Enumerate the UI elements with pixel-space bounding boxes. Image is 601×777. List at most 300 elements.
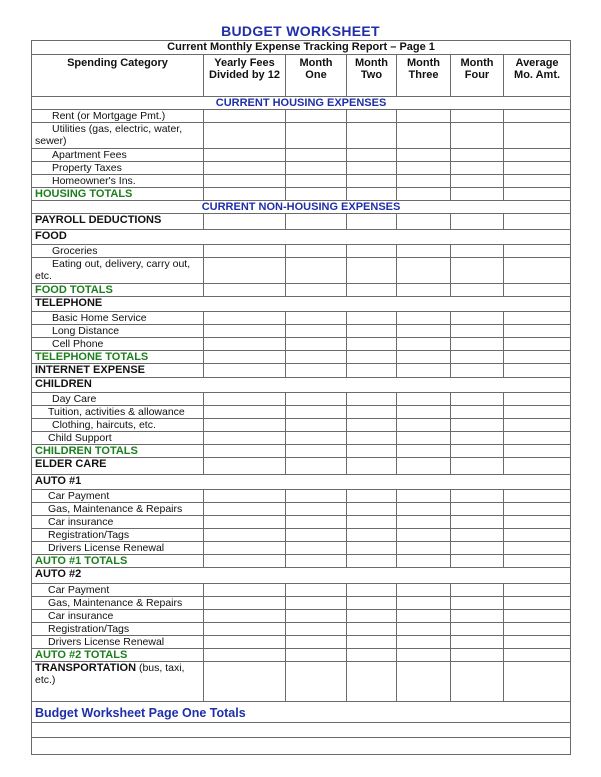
value-cell[interactable] (504, 312, 571, 325)
row-label: TELEPHONE TOTALS (32, 351, 204, 364)
row-label: CHILDREN TOTALS (32, 445, 204, 458)
table-row (32, 432, 571, 445)
value-cell[interactable] (397, 214, 451, 230)
value-cell[interactable] (204, 338, 286, 351)
value-cell[interactable] (286, 351, 347, 364)
value-cell[interactable] (204, 542, 286, 555)
value-cell[interactable] (347, 623, 397, 636)
value-cell[interactable] (347, 325, 397, 338)
table-row (32, 597, 571, 610)
table-row (32, 610, 571, 623)
table-row (32, 110, 571, 123)
transport-label-rest: (bus, taxi, (136, 662, 185, 674)
value-cell[interactable] (204, 610, 286, 623)
value-cell[interactable] (397, 123, 451, 149)
value-cell[interactable] (204, 490, 286, 503)
value-cell[interactable] (204, 110, 286, 123)
table-row (32, 245, 571, 258)
value-cell[interactable] (451, 419, 504, 432)
value-cell[interactable] (397, 245, 451, 258)
value-cell[interactable] (347, 649, 397, 662)
value-cell[interactable] (286, 258, 347, 284)
value-cell[interactable] (347, 445, 397, 458)
value-cell[interactable] (286, 610, 347, 623)
row-label: ELDER CARE (32, 458, 204, 475)
value-cell[interactable] (286, 597, 347, 610)
value-cell[interactable] (286, 529, 347, 542)
table-row (32, 312, 571, 325)
value-cell[interactable] (204, 555, 286, 568)
value-cell[interactable] (286, 162, 347, 175)
value-cell[interactable] (451, 555, 504, 568)
value-cell[interactable] (397, 284, 451, 297)
row-label (32, 662, 204, 702)
value-cell[interactable] (347, 188, 397, 201)
row-label: Child Support (32, 432, 204, 445)
value-cell[interactable] (397, 542, 451, 555)
value-cell[interactable] (347, 110, 397, 123)
value-cell[interactable] (451, 597, 504, 610)
row-label-line: etc. (35, 270, 52, 282)
value-cell[interactable] (451, 584, 504, 597)
col-header-month-two: Month Two (347, 55, 397, 97)
value-cell[interactable] (451, 623, 504, 636)
value-cell[interactable] (504, 175, 571, 188)
totals-row (32, 445, 571, 458)
totals-row (32, 188, 571, 201)
value-cell[interactable] (504, 393, 571, 406)
value-cell[interactable] (347, 662, 397, 702)
col-header-yearly: Yearly Fees Divided by 12 (204, 55, 286, 97)
value-cell[interactable] (504, 490, 571, 503)
table-row (32, 364, 571, 378)
col-header-average: Average Mo. Amt. (504, 55, 571, 97)
row-label: Cell Phone (32, 338, 204, 351)
value-cell[interactable] (397, 597, 451, 610)
value-cell[interactable] (286, 175, 347, 188)
value-cell[interactable] (286, 188, 347, 201)
row-label: CHILDREN (32, 378, 571, 393)
value-cell[interactable] (347, 162, 397, 175)
totals-row (32, 284, 571, 297)
value-cell[interactable] (204, 312, 286, 325)
value-cell[interactable] (397, 662, 451, 702)
col-header-month-one: Month One (286, 55, 347, 97)
value-cell[interactable] (451, 649, 504, 662)
value-cell[interactable] (397, 503, 451, 516)
table-row (32, 623, 571, 636)
value-cell[interactable] (504, 110, 571, 123)
value-cell[interactable] (347, 258, 397, 284)
value-cell[interactable] (504, 542, 571, 555)
value-cell[interactable] (204, 149, 286, 162)
row-label-line (35, 662, 200, 674)
totals-row (32, 649, 571, 662)
table-row (32, 636, 571, 649)
value-cell[interactable] (397, 516, 451, 529)
value-cell[interactable] (286, 214, 347, 230)
row-label: Basic Home Service (32, 312, 204, 325)
value-cell[interactable] (504, 188, 571, 201)
table-row (32, 584, 571, 597)
row-label: PAYROLL DEDUCTIONS (32, 214, 204, 230)
report-title-row (32, 41, 571, 55)
value-cell[interactable] (397, 393, 451, 406)
value-cell[interactable] (397, 419, 451, 432)
value-cell[interactable] (451, 188, 504, 201)
value-cell[interactable] (347, 406, 397, 419)
value-cell[interactable] (504, 623, 571, 636)
value-cell[interactable] (286, 245, 347, 258)
value-cell[interactable] (204, 503, 286, 516)
value-cell[interactable] (204, 636, 286, 649)
value-cell[interactable] (204, 214, 286, 230)
row-label: Property Taxes (32, 162, 204, 175)
value-cell[interactable] (397, 338, 451, 351)
value-cell[interactable] (397, 432, 451, 445)
value-cell[interactable] (347, 584, 397, 597)
value-cell[interactable] (204, 432, 286, 445)
value-cell[interactable] (204, 258, 286, 284)
value-cell[interactable] (451, 432, 504, 445)
table-row (32, 123, 571, 149)
row-label: Registration/Tags (32, 529, 204, 542)
table-row (32, 503, 571, 516)
row-label: Drivers License Renewal (32, 542, 204, 555)
value-cell[interactable] (286, 284, 347, 297)
value-cell[interactable] (451, 162, 504, 175)
value-cell[interactable] (204, 623, 286, 636)
value-cell[interactable] (397, 149, 451, 162)
section-housing: CURRENT HOUSING EXPENSES (32, 97, 571, 110)
group-row (32, 230, 571, 245)
value-cell[interactable] (286, 516, 347, 529)
value-cell[interactable] (451, 110, 504, 123)
value-cell[interactable] (204, 245, 286, 258)
value-cell[interactable] (397, 458, 451, 475)
value-cell[interactable] (204, 584, 286, 597)
value-cell[interactable] (204, 419, 286, 432)
budget-table (31, 40, 571, 755)
value-cell[interactable] (204, 284, 286, 297)
value-cell[interactable] (286, 123, 347, 149)
group-row (32, 378, 571, 393)
value-cell[interactable] (504, 432, 571, 445)
value-cell[interactable] (204, 162, 286, 175)
value-cell[interactable] (451, 325, 504, 338)
row-label: INTERNET EXPENSE (32, 364, 204, 378)
value-cell[interactable] (286, 636, 347, 649)
value-cell[interactable] (451, 662, 504, 702)
value-cell[interactable] (451, 214, 504, 230)
value-cell[interactable] (451, 393, 504, 406)
row-label: Drivers License Renewal (32, 636, 204, 649)
value-cell[interactable] (397, 649, 451, 662)
value-cell[interactable] (504, 555, 571, 568)
value-cell[interactable] (397, 445, 451, 458)
value-cell[interactable] (451, 445, 504, 458)
table-row (32, 325, 571, 338)
value-cell[interactable] (347, 597, 397, 610)
value-cell[interactable] (347, 636, 397, 649)
value-cell[interactable] (204, 662, 286, 702)
value-cell[interactable] (286, 110, 347, 123)
value-cell[interactable] (286, 555, 347, 568)
value-cell[interactable] (347, 555, 397, 568)
table-row (32, 149, 571, 162)
value-cell[interactable] (204, 364, 286, 378)
value-cell[interactable] (504, 597, 571, 610)
value-cell[interactable] (397, 312, 451, 325)
report-title: Current Monthly Expense Tracking Report – Page 1 (32, 41, 571, 55)
value-cell[interactable] (451, 245, 504, 258)
value-cell[interactable] (451, 312, 504, 325)
table-row (32, 214, 571, 230)
row-label-line: Eating out, delivery, carry out, (52, 258, 191, 270)
value-cell[interactable] (504, 649, 571, 662)
value-cell[interactable] (397, 584, 451, 597)
value-cell[interactable] (204, 529, 286, 542)
section-nonhousing: CURRENT NON-HOUSING EXPENSES (32, 201, 571, 214)
table-row (32, 175, 571, 188)
value-cell[interactable] (347, 419, 397, 432)
header-row (32, 55, 571, 97)
value-cell[interactable] (204, 175, 286, 188)
group-row (32, 475, 571, 490)
value-cell[interactable] (397, 325, 451, 338)
row-label: Gas, Maintenance & Repairs (32, 597, 204, 610)
table-row (32, 338, 571, 351)
value-cell[interactable] (451, 490, 504, 503)
row-label: Rent (or Mortgage Pmt.) (32, 110, 204, 123)
value-cell[interactable] (204, 123, 286, 149)
value-cell[interactable] (397, 364, 451, 378)
value-cell[interactable] (504, 503, 571, 516)
value-cell[interactable] (286, 649, 347, 662)
page-totals-row (32, 702, 571, 723)
value-cell[interactable] (504, 419, 571, 432)
value-cell[interactable] (504, 338, 571, 351)
totals-row (32, 555, 571, 568)
value-cell[interactable] (504, 325, 571, 338)
row-label: TELEPHONE (32, 297, 571, 312)
value-cell[interactable] (286, 364, 347, 378)
value-cell[interactable] (451, 458, 504, 475)
value-cell[interactable] (347, 123, 397, 149)
value-cell[interactable] (286, 542, 347, 555)
table-row (32, 258, 571, 284)
value-cell[interactable] (286, 445, 347, 458)
value-cell[interactable] (286, 503, 347, 516)
value-cell[interactable] (504, 610, 571, 623)
value-cell[interactable] (204, 325, 286, 338)
value-cell[interactable] (286, 149, 347, 162)
value-cell[interactable] (286, 584, 347, 597)
value-cell[interactable] (504, 406, 571, 419)
value-cell[interactable] (397, 188, 451, 201)
value-cell[interactable] (347, 338, 397, 351)
value-cell[interactable] (286, 393, 347, 406)
value-cell[interactable] (451, 610, 504, 623)
value-cell[interactable] (451, 258, 504, 284)
value-cell[interactable] (451, 636, 504, 649)
totals-row (32, 351, 571, 364)
table-row (32, 542, 571, 555)
table-row (32, 490, 571, 503)
blank-cell[interactable] (32, 723, 571, 738)
value-cell[interactable] (204, 393, 286, 406)
value-cell[interactable] (204, 597, 286, 610)
value-cell[interactable] (451, 338, 504, 351)
value-cell[interactable] (347, 364, 397, 378)
value-cell[interactable] (451, 351, 504, 364)
value-cell[interactable] (347, 458, 397, 475)
value-cell[interactable] (504, 245, 571, 258)
value-cell[interactable] (397, 490, 451, 503)
value-cell[interactable] (347, 214, 397, 230)
value-cell[interactable] (204, 406, 286, 419)
value-cell[interactable] (451, 406, 504, 419)
value-cell[interactable] (504, 258, 571, 284)
value-cell[interactable] (451, 284, 504, 297)
value-cell[interactable] (504, 662, 571, 702)
row-label (32, 123, 204, 149)
value-cell[interactable] (204, 649, 286, 662)
value-cell[interactable] (204, 188, 286, 201)
table-row (32, 458, 571, 475)
value-cell[interactable] (397, 529, 451, 542)
value-cell[interactable] (451, 175, 504, 188)
table-row (32, 162, 571, 175)
value-cell[interactable] (204, 351, 286, 364)
row-label: FOOD TOTALS (32, 284, 204, 297)
value-cell[interactable] (504, 123, 571, 149)
value-cell[interactable] (504, 214, 571, 230)
value-cell[interactable] (204, 516, 286, 529)
value-cell[interactable] (347, 516, 397, 529)
value-cell[interactable] (347, 245, 397, 258)
value-cell[interactable] (451, 364, 504, 378)
value-cell[interactable] (347, 393, 397, 406)
page-totals-label: Budget Worksheet Page One Totals (32, 702, 571, 723)
value-cell[interactable] (286, 325, 347, 338)
value-cell[interactable] (397, 258, 451, 284)
value-cell[interactable] (347, 610, 397, 623)
blank-row (32, 738, 571, 755)
table-row (32, 529, 571, 542)
row-label: Car insurance (32, 610, 204, 623)
row-label: AUTO #1 TOTALS (32, 555, 204, 568)
value-cell[interactable] (504, 636, 571, 649)
value-cell[interactable] (347, 284, 397, 297)
row-label-line: Utilities (gas, electric, water, (52, 123, 183, 135)
value-cell[interactable] (504, 284, 571, 297)
value-cell[interactable] (397, 610, 451, 623)
row-label: Car Payment (32, 584, 204, 597)
value-cell[interactable] (286, 490, 347, 503)
row-label: Apartment Fees (32, 149, 204, 162)
value-cell[interactable] (504, 458, 571, 475)
value-cell[interactable] (504, 351, 571, 364)
value-cell[interactable] (204, 445, 286, 458)
value-cell[interactable] (347, 490, 397, 503)
value-cell[interactable] (347, 432, 397, 445)
table-row (32, 662, 571, 702)
value-cell[interactable] (397, 406, 451, 419)
section-row (32, 201, 571, 214)
value-cell[interactable] (397, 110, 451, 123)
value-cell[interactable] (504, 584, 571, 597)
value-cell[interactable] (286, 662, 347, 702)
row-label: Car Payment (32, 490, 204, 503)
value-cell[interactable] (451, 123, 504, 149)
blank-row (32, 723, 571, 738)
row-label: Gas, Maintenance & Repairs (32, 503, 204, 516)
table-row (32, 406, 571, 419)
value-cell[interactable] (286, 419, 347, 432)
row-label: AUTO #1 (32, 475, 571, 490)
worksheet-title: BUDGET WORKSHEET (221, 23, 380, 39)
value-cell[interactable] (347, 351, 397, 364)
value-cell[interactable] (451, 529, 504, 542)
value-cell[interactable] (397, 623, 451, 636)
value-cell[interactable] (451, 542, 504, 555)
value-cell[interactable] (397, 555, 451, 568)
value-cell[interactable] (347, 149, 397, 162)
value-cell[interactable] (504, 162, 571, 175)
value-cell[interactable] (504, 529, 571, 542)
row-label: Groceries (32, 245, 204, 258)
row-label: Clothing, haircuts, etc. (32, 419, 204, 432)
row-label: Registration/Tags (32, 623, 204, 636)
section-row (32, 97, 571, 110)
value-cell[interactable] (286, 623, 347, 636)
row-label-line: sewer) (35, 135, 67, 147)
value-cell[interactable] (286, 406, 347, 419)
value-cell[interactable] (286, 458, 347, 475)
row-label-line: etc.) (35, 674, 56, 686)
row-label: Tuition, activities & allowance (32, 406, 204, 419)
value-cell[interactable] (451, 516, 504, 529)
group-row (32, 568, 571, 584)
value-cell[interactable] (347, 312, 397, 325)
value-cell[interactable] (397, 175, 451, 188)
value-cell[interactable] (286, 432, 347, 445)
value-cell[interactable] (347, 542, 397, 555)
value-cell[interactable] (347, 175, 397, 188)
value-cell[interactable] (347, 529, 397, 542)
value-cell[interactable] (504, 445, 571, 458)
value-cell[interactable] (397, 351, 451, 364)
value-cell[interactable] (504, 149, 571, 162)
value-cell[interactable] (451, 503, 504, 516)
value-cell[interactable] (286, 338, 347, 351)
value-cell[interactable] (347, 503, 397, 516)
value-cell[interactable] (397, 162, 451, 175)
value-cell[interactable] (451, 149, 504, 162)
value-cell[interactable] (504, 516, 571, 529)
value-cell[interactable] (286, 312, 347, 325)
col-header-month-four: Month Four (451, 55, 504, 97)
value-cell[interactable] (504, 364, 571, 378)
value-cell[interactable] (204, 458, 286, 475)
blank-cell[interactable] (32, 738, 571, 755)
col-header-category: Spending Category (32, 55, 204, 97)
col-header-month-three: Month Three (397, 55, 451, 97)
value-cell[interactable] (397, 636, 451, 649)
row-label: Homeowner's Ins. (32, 175, 204, 188)
group-row (32, 297, 571, 312)
